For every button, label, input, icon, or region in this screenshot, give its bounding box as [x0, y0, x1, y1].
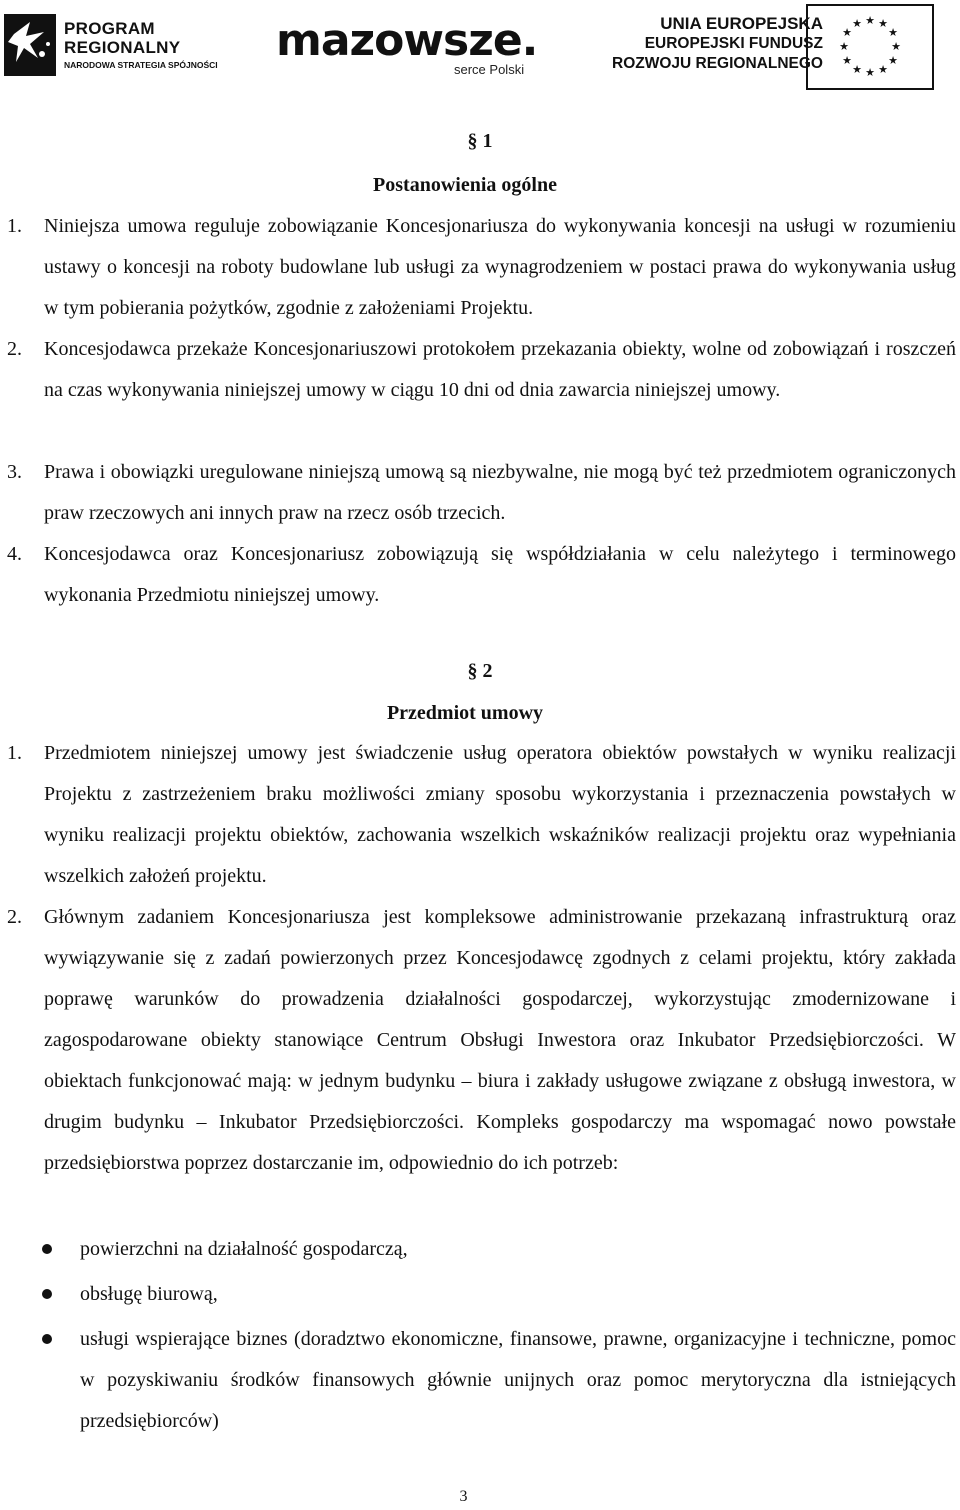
item-text: Głównym zadaniem Koncesjonariusza jest kompleksowe administrowanie przekazaną infrastrukturą oraz wywiązywanie się z zadań powierzonych przez Koncesjodawcę zgodnych z celami projektu, który zakłada poprawę warunków do prowadzenia działalności gospodarczej, wykorzystując zmodernizowane i zagospodarowane obiekty stanowiące Centrum Obsługi Inwestora oraz Inkubator Przedsiębiorczości. W obiektach funkcjonować mają: w jednym budynku – biura i zakłady usługowe związane z obsługą inwestora, w drugim budynku – Inkubator Przedsiębiorczości. Kompleks gospodarczy ma wspomagać nowo powstałe przedsiębiorstwa poprzez dostarczanie im, odpowiednio do ich potrzeb: — [44, 906, 956, 1174]
mazowsze-tagline: serce Polski — [454, 62, 525, 77]
program-line2: REGIONALNY — [64, 38, 181, 57]
item-number: 2. — [7, 906, 22, 928]
item-text: Niniejsza umowa reguluje zobowiązanie Koncesjonariusza do wykonywania koncesji na usługi w rozumieniu ustawy o koncesji na roboty budowlane lub usługi za wynagrodzeniem w postaci prawa do wykonywania usług w tym pobierania pożytków, zgodnie z założeniami Projektu. — [44, 215, 956, 319]
bullet-icon — [42, 1334, 52, 1344]
section-1-item — [7, 452, 956, 534]
bullet-text: usługi wspierające biznes (doradztwo ekonomiczne, finansowe, prawne, organizacyjne i techniczne, pomoc w pozyskiwaniu środków finansowych głównie unijnych oraz pomoc merytoryczna dla istniejących przedsiębiorców) — [80, 1328, 956, 1432]
item-text: Koncesjodawca przekaże Koncesjonariuszowi protokołem przekazania obiekty, wolne od zobowiązań i roszczeń na czas wykonywania niniejszej umowy w ciągu 10 dni od dnia zawarcia niniejszej umowy. — [44, 338, 956, 401]
item-number: 2. — [7, 338, 22, 360]
program-flag-icon — [4, 14, 56, 76]
svg-text:★: ★ — [842, 26, 852, 39]
item-number: 4. — [7, 543, 22, 565]
svg-text:★: ★ — [865, 66, 875, 79]
mazowsze-wordmark: mazowsze. — [276, 15, 538, 66]
svg-text:★: ★ — [878, 63, 888, 76]
svg-text:★: ★ — [888, 54, 898, 67]
eu-fund-logo-text — [612, 14, 823, 74]
eu-line1: UNIA EUROPEJSKA — [660, 14, 823, 33]
svg-text:★: ★ — [842, 54, 852, 67]
bullet-icon — [42, 1244, 52, 1254]
svg-text:★: ★ — [888, 26, 898, 39]
section-1-item — [7, 206, 956, 329]
section-2-item — [7, 897, 956, 1184]
page-number: 3 — [459, 1488, 468, 1505]
bullet-item — [80, 1274, 956, 1315]
item-text: Prawa i obowiązki uregulowane niniejszą umową są niezbywalne, nie mogą być też przedmiotem ograniczonych praw rzeczowych ani innych praw na rzecz osób trzecich. — [44, 461, 956, 524]
bullet-text: obsługę biurową, — [80, 1283, 218, 1305]
section-2-item — [7, 733, 956, 897]
section-2-title: Przedmiot umowy — [386, 702, 544, 724]
section-1-symbol: § 1 — [467, 130, 493, 152]
eu-line3: ROZWOJU REGIONALNEGO — [612, 55, 823, 72]
bullet-item — [80, 1319, 956, 1442]
svg-text:★: ★ — [852, 17, 862, 30]
svg-text:★: ★ — [852, 63, 862, 76]
section-1-title: Postanowienia ogólne — [373, 174, 557, 196]
header-logos — [0, 0, 960, 96]
item-number: 1. — [7, 742, 22, 764]
section-2-symbol: § 2 — [467, 660, 493, 682]
svg-text:★: ★ — [878, 17, 888, 30]
svg-text:★: ★ — [839, 40, 849, 53]
item-text: Przedmiotem niniejszej umowy jest świadczenie usług operatora obiektów powstałych w wyniku realizacji Projektu z zastrzeżeniem braku możliwości zmiany sposobu wykorzystania i przeznaczenia powstałych w wyniku realizacji projektu obiektów, zachowania wszelkich wskaźników realizacji projektu oraz wypełniania wszelkich założeń projektu. — [44, 742, 956, 887]
section-1-item — [7, 534, 956, 616]
eu-flag-icon — [806, 4, 934, 90]
svg-text:★: ★ — [865, 14, 875, 27]
bullet-icon — [42, 1289, 52, 1299]
program-regionalny-logo — [4, 14, 218, 76]
program-line3: NARODOWA STRATEGIA SPÓJNOŚCI — [64, 60, 218, 70]
item-number: 1. — [7, 215, 22, 237]
bullet-text: powierzchni na działalność gospodarczą, — [80, 1238, 408, 1260]
mazowsze-logo — [276, 15, 548, 80]
item-text: Koncesjodawca oraz Koncesjonariusz zobowiązują się współdziałania w celu należytego i terminowego wykonania Przedmiotu niniejszej umowy. — [44, 543, 956, 606]
eu-line2: EUROPEJSKI FUNDUSZ — [644, 35, 823, 52]
program-line1: PROGRAM — [64, 19, 155, 38]
svg-text:★: ★ — [891, 40, 901, 53]
section-1-item — [7, 329, 956, 411]
bullet-item — [80, 1229, 956, 1270]
item-number: 3. — [7, 461, 22, 483]
